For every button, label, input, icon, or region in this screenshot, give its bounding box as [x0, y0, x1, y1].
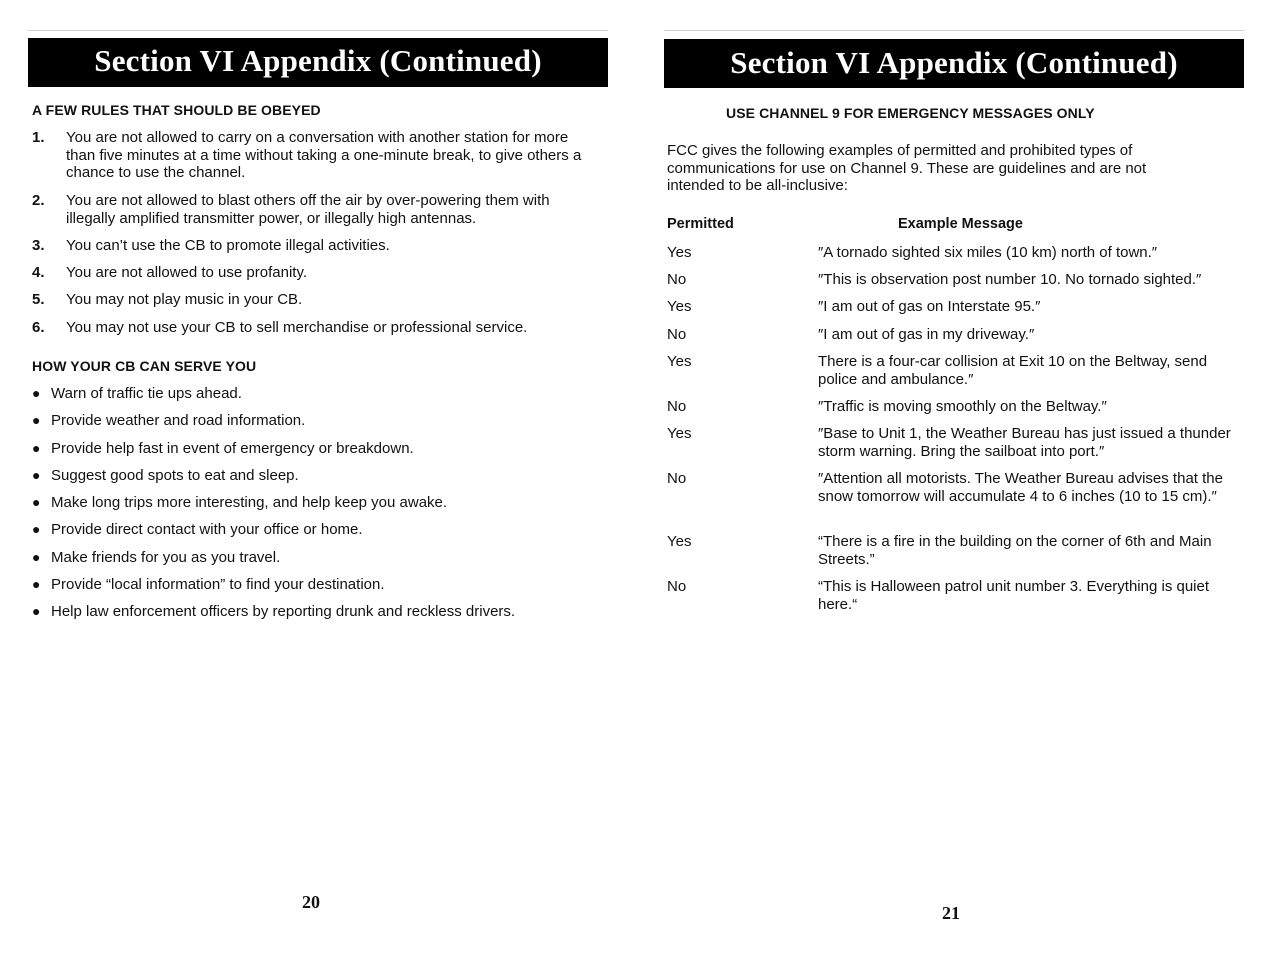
bullet-icon: ● [32, 494, 41, 510]
table-row [667, 533, 1244, 568]
permitted-cell: Yes [667, 533, 692, 550]
page-number: 20 [302, 892, 320, 912]
permitted-cell: No [667, 271, 687, 288]
list-item-text: Provide weather and road information. [51, 412, 306, 429]
rule-number: 5. [32, 291, 45, 308]
bullet-icon: ● [32, 521, 41, 537]
permitted-cell: Yes [667, 298, 692, 315]
column-header-message: Example Message [898, 216, 1023, 232]
list-item [32, 494, 600, 512]
serve-heading: HOW YOUR CB CAN SERVE YOU [32, 358, 257, 374]
list-item-text: Provide direct contact with your office or home. [51, 521, 363, 538]
message-cell: ″Attention all motorists. The Weather Bureau advises that the snow tomorrow will accumulate 4 to 6 inches (10 to 15 cm).″ [818, 470, 1223, 505]
rule-item [32, 291, 600, 309]
list-item [32, 576, 600, 594]
rule-text: You are not allowed to carry on a conversation with another station for more than five minutes at a time without taking a one-minute break, to give others a chance to use the channel. [66, 129, 582, 181]
rule-item [32, 319, 600, 337]
list-item-text: Make long trips more interesting, and help keep you awake. [51, 494, 448, 511]
page-number: 21 [942, 903, 960, 923]
permitted-cell: Yes [667, 425, 692, 442]
rule-number: 6. [32, 319, 45, 336]
rule-item [32, 129, 600, 182]
bullet-icon: ● [32, 412, 41, 428]
permitted-cell: No [667, 326, 687, 343]
list-item-text: Suggest good spots to eat and sleep. [51, 467, 299, 484]
bullet-icon: ● [32, 576, 41, 592]
list-item-text: Warn of traffic tie ups ahead. [51, 385, 242, 402]
message-cell: ″I am out of gas on Interstate 95.″ [818, 298, 1041, 315]
message-cell: ″This is observation post number 10. No tornado sighted.″ [818, 271, 1202, 288]
list-item-text: Help law enforcement officers by reporting drunk and reckless drivers. [51, 603, 516, 620]
rule-text: You may not play music in your CB. [66, 291, 303, 308]
rule-number: 4. [32, 264, 45, 281]
top-rule [28, 30, 608, 31]
message-cell: ″Traffic is moving smoothly on the Beltway.″ [818, 398, 1107, 415]
message-cell: “This is Halloween patrol unit number 3. Everything is quiet here.“ [818, 578, 1210, 613]
left-page [28, 0, 608, 954]
bullet-icon: ● [32, 467, 41, 483]
table-row [667, 271, 1244, 289]
rule-item [32, 237, 600, 255]
bullet-icon: ● [32, 549, 41, 565]
table-row [667, 244, 1244, 262]
table-row [667, 353, 1244, 388]
bullet-icon: ● [32, 440, 41, 456]
list-item [32, 412, 600, 430]
list-item [32, 603, 600, 621]
intro-paragraph: FCC gives the following examples of permitted and prohibited types of communications for use on Channel 9. These are guidelines and are not intended to be all-inclusive: [667, 142, 1147, 194]
table-row [667, 425, 1244, 460]
bullet-icon: ● [32, 385, 41, 401]
table-row [667, 398, 1244, 416]
list-item-text: Provide “local information” to find your destination. [51, 576, 385, 593]
rule-text: You are not allowed to use profanity. [66, 264, 307, 281]
section-title-right: Section VI Appendix (Continued) [664, 39, 1244, 88]
rule-item [32, 192, 600, 227]
permitted-cell: No [667, 470, 687, 487]
message-cell: “There is a fire in the building on the corner of 6th and Main Streets.” [818, 533, 1212, 568]
list-item [32, 467, 600, 485]
permitted-cell: Yes [667, 353, 692, 370]
list-item [32, 549, 600, 567]
message-cell: ″Base to Unit 1, the Weather Bureau has just issued a thunder storm warning. Bring the sailboat into port.″ [818, 425, 1231, 460]
column-header-permitted: Permitted [667, 216, 734, 232]
list-item [32, 521, 600, 539]
rule-text: You can’t use the CB to promote illegal activities. [66, 237, 390, 254]
rule-number: 2. [32, 192, 45, 209]
rule-text: You may not use your CB to sell merchandise or professional service. [66, 319, 528, 336]
rule-text: You are not allowed to blast others off the air by over-powering them with illegally amplified transmitter power, or illegally high antennas. [66, 192, 550, 227]
right-page [664, 0, 1244, 954]
rules-heading: A FEW RULES THAT SHOULD BE OBEYED [32, 102, 321, 118]
permitted-cell: No [667, 398, 687, 415]
table-row [667, 298, 1244, 316]
rule-number: 1. [32, 129, 45, 146]
message-cell: There is a four-car collision at Exit 10 on the Beltway, send police and ambulance.″ [818, 353, 1208, 388]
message-cell: ″A tornado sighted six miles (10 km) north of town.″ [818, 244, 1158, 261]
list-item-text: Provide help fast in event of emergency or breakdown. [51, 440, 414, 457]
section-title-left: Section VI Appendix (Continued) [28, 38, 608, 87]
rule-item [32, 264, 600, 282]
table-row [667, 326, 1244, 344]
list-item-text: Make friends for you as you travel. [51, 549, 281, 566]
table-row [667, 470, 1244, 505]
bullet-icon: ● [32, 603, 41, 619]
top-rule [664, 30, 1244, 31]
list-item [32, 440, 600, 458]
channel9-heading: USE CHANNEL 9 FOR EMERGENCY MESSAGES ONLY [726, 105, 1095, 121]
permitted-cell: No [667, 578, 687, 595]
rule-number: 3. [32, 237, 45, 254]
list-item [32, 385, 600, 403]
message-cell: ″I am out of gas in my driveway.″ [818, 326, 1035, 343]
table-row [667, 578, 1244, 613]
permitted-cell: Yes [667, 244, 692, 261]
